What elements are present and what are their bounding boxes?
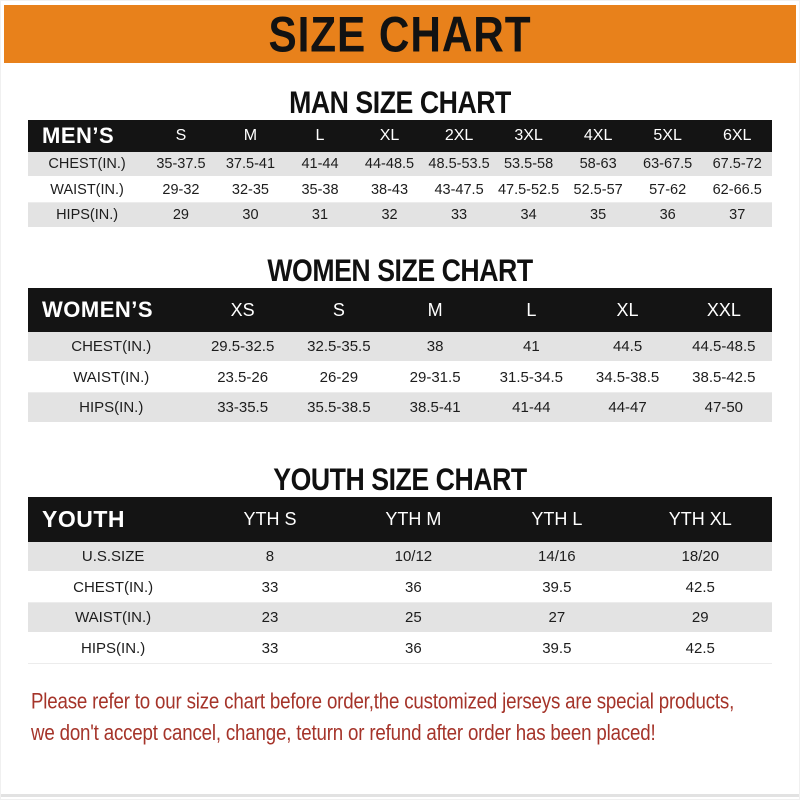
size-value-cell: 23.5-26 xyxy=(195,362,291,393)
size-value-cell: 8 xyxy=(198,542,341,572)
size-value-cell: 35.5-38.5 xyxy=(291,393,387,424)
size-table-header-row xyxy=(28,120,772,152)
size-column-header: 4XL xyxy=(563,120,633,152)
size-column-header: L xyxy=(483,288,579,332)
size-column-header: XS xyxy=(195,288,291,332)
size-value-cell: 35 xyxy=(563,203,633,229)
row-label: CHEST(IN.) xyxy=(28,332,195,362)
size-value-cell: 47-50 xyxy=(676,393,772,424)
size-value-cell: 32 xyxy=(355,203,425,229)
size-column-header: YTH L xyxy=(485,497,628,542)
size-value-cell: 44.5 xyxy=(579,332,675,362)
row-label: HIPS(IN.) xyxy=(28,393,195,424)
size-value-cell: 41 xyxy=(483,332,579,362)
size-chart-banner xyxy=(4,5,796,63)
size-value-cell: 38-43 xyxy=(355,177,425,203)
mens-size-table xyxy=(28,120,772,229)
size-value-cell: 41-44 xyxy=(285,152,355,177)
size-column-header: L xyxy=(285,120,355,152)
disclaimer-line-2: we don't accept cancel, change, teturn or refund after order has been placed! xyxy=(31,720,656,746)
size-value-cell: 29 xyxy=(146,203,216,229)
row-label: CHEST(IN.) xyxy=(28,572,198,603)
size-value-cell: 38.5-42.5 xyxy=(676,362,772,393)
size-value-cell: 48.5-53.5 xyxy=(424,152,494,177)
size-value-cell: 41-44 xyxy=(483,393,579,424)
womens-section-heading: WOMEN SIZE CHART xyxy=(267,253,533,289)
size-value-cell: 29.5-32.5 xyxy=(195,332,291,362)
row-label: WAIST(IN.) xyxy=(28,362,195,393)
size-column-header: 2XL xyxy=(424,120,494,152)
size-value-cell: 47.5-52.5 xyxy=(494,177,564,203)
size-value-cell: 58-63 xyxy=(563,152,633,177)
size-value-cell: 29 xyxy=(629,603,772,634)
size-table-header-row xyxy=(28,497,772,542)
table-row xyxy=(28,633,772,664)
row-label: CHEST(IN.) xyxy=(28,152,146,177)
size-value-cell: 23 xyxy=(198,603,341,634)
size-value-cell: 39.5 xyxy=(485,572,628,603)
size-column-header: XL xyxy=(579,288,675,332)
size-column-header: YTH XL xyxy=(629,497,772,542)
table-row xyxy=(28,177,772,203)
size-value-cell: 57-62 xyxy=(633,177,703,203)
size-value-cell: 32-35 xyxy=(216,177,286,203)
size-value-cell: 43-47.5 xyxy=(424,177,494,203)
size-value-cell: 18/20 xyxy=(629,542,772,572)
size-value-cell: 37 xyxy=(702,203,772,229)
size-column-header: XL xyxy=(355,120,425,152)
size-value-cell: 35-38 xyxy=(285,177,355,203)
size-value-cell: 52.5-57 xyxy=(563,177,633,203)
row-label: HIPS(IN.) xyxy=(28,203,146,229)
order-disclaimer xyxy=(31,686,735,749)
mens-section-heading: MAN SIZE CHART xyxy=(289,85,511,121)
size-column-header: YTH S xyxy=(198,497,341,542)
row-label: WAIST(IN.) xyxy=(28,177,146,203)
size-table-header-row xyxy=(28,288,772,332)
size-value-cell: 32.5-35.5 xyxy=(291,332,387,362)
table-row xyxy=(28,393,772,424)
size-column-header: XXL xyxy=(676,288,772,332)
size-value-cell: 33 xyxy=(198,633,341,664)
size-value-cell: 44.5-48.5 xyxy=(676,332,772,362)
size-value-cell: 38 xyxy=(387,332,483,362)
size-value-cell: 29-31.5 xyxy=(387,362,483,393)
page-title: SIZE CHART xyxy=(268,5,532,63)
size-value-cell: 38.5-41 xyxy=(387,393,483,424)
size-value-cell: 31.5-34.5 xyxy=(483,362,579,393)
size-value-cell: 26-29 xyxy=(291,362,387,393)
size-value-cell: 33 xyxy=(424,203,494,229)
table-group-label: MEN’S xyxy=(28,120,146,152)
bottom-divider xyxy=(1,794,799,797)
size-value-cell: 39.5 xyxy=(485,633,628,664)
size-value-cell: 67.5-72 xyxy=(702,152,772,177)
table-row xyxy=(28,332,772,362)
size-value-cell: 29-32 xyxy=(146,177,216,203)
size-value-cell: 44-47 xyxy=(579,393,675,424)
size-value-cell: 36 xyxy=(342,633,485,664)
row-label: HIPS(IN.) xyxy=(28,633,198,664)
row-label: U.S.SIZE xyxy=(28,542,198,572)
row-label: WAIST(IN.) xyxy=(28,603,198,634)
size-value-cell: 27 xyxy=(485,603,628,634)
size-value-cell: 33 xyxy=(198,572,341,603)
size-value-cell: 63-67.5 xyxy=(633,152,703,177)
youth-section-heading: YOUTH SIZE CHART xyxy=(273,462,527,498)
size-column-header: 3XL xyxy=(494,120,564,152)
size-value-cell: 33-35.5 xyxy=(195,393,291,424)
size-column-header: YTH M xyxy=(342,497,485,542)
table-group-label: YOUTH xyxy=(28,497,198,542)
size-value-cell: 42.5 xyxy=(629,572,772,603)
size-value-cell: 34.5-38.5 xyxy=(579,362,675,393)
size-value-cell: 34 xyxy=(494,203,564,229)
table-row xyxy=(28,542,772,572)
disclaimer-line-1: Please refer to our size chart before order,the customized jerseys are special products, xyxy=(31,689,735,714)
size-value-cell: 53.5-58 xyxy=(494,152,564,177)
size-column-header: S xyxy=(291,288,387,332)
size-value-cell: 25 xyxy=(342,603,485,634)
size-value-cell: 30 xyxy=(216,203,286,229)
table-row xyxy=(28,603,772,634)
size-column-header: M xyxy=(216,120,286,152)
youth-size-table xyxy=(28,497,772,664)
table-row xyxy=(28,362,772,393)
table-group-label: WOMEN’S xyxy=(28,288,195,332)
size-value-cell: 42.5 xyxy=(629,633,772,664)
table-row xyxy=(28,152,772,177)
size-column-header: 6XL xyxy=(702,120,772,152)
size-value-cell: 37.5-41 xyxy=(216,152,286,177)
size-value-cell: 62-66.5 xyxy=(702,177,772,203)
size-value-cell: 44-48.5 xyxy=(355,152,425,177)
table-row xyxy=(28,572,772,603)
size-column-header: 5XL xyxy=(633,120,703,152)
size-value-cell: 36 xyxy=(342,572,485,603)
size-value-cell: 10/12 xyxy=(342,542,485,572)
size-column-header: S xyxy=(146,120,216,152)
table-row xyxy=(28,203,772,229)
size-column-header: M xyxy=(387,288,483,332)
size-value-cell: 36 xyxy=(633,203,703,229)
womens-size-table xyxy=(28,288,772,424)
size-value-cell: 14/16 xyxy=(485,542,628,572)
size-value-cell: 31 xyxy=(285,203,355,229)
size-value-cell: 35-37.5 xyxy=(146,152,216,177)
